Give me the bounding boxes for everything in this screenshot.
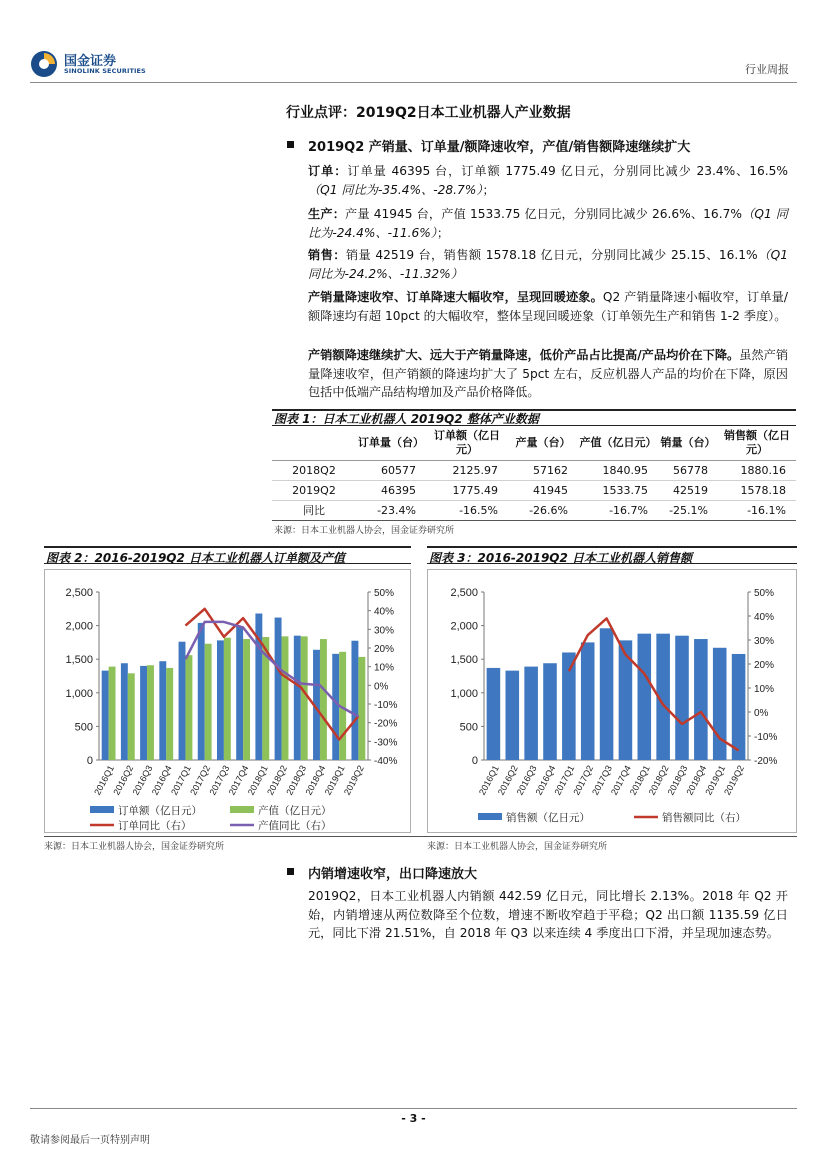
x-tick-label: 2018Q2 bbox=[646, 763, 671, 797]
y-tick-label-right: 30% bbox=[374, 625, 395, 637]
chart3-title-bar bbox=[427, 546, 797, 564]
chart-bar bbox=[487, 668, 501, 760]
sales-q1: （Q1 同比为-24.2%、-11.32%） bbox=[308, 248, 788, 281]
chart-bar bbox=[637, 634, 651, 760]
table-row bbox=[272, 461, 796, 481]
legend-swatch bbox=[230, 806, 254, 813]
orders-text: 订单量 46395 台，订单额 1775.49 亿日元，分别同比减少 23.4%、16.5% bbox=[347, 164, 788, 178]
report-type: 行业周报 bbox=[745, 63, 789, 76]
y-tick-label-right: -10% bbox=[374, 700, 398, 711]
y-tick-label-right: 30% bbox=[754, 636, 775, 647]
y-tick-label-right: -30% bbox=[374, 737, 398, 749]
table-header-cell: 订单量（台） bbox=[356, 427, 426, 461]
x-tick-label: 2017Q4 bbox=[226, 763, 251, 797]
x-tick-label: 2018Q3 bbox=[284, 763, 309, 797]
industry-data-table bbox=[272, 427, 796, 521]
y-tick-label-left: 1,500 bbox=[450, 654, 478, 667]
y-tick-label-right: -20% bbox=[754, 756, 778, 767]
table-cell: 2125.97 bbox=[426, 461, 508, 481]
chart-bar bbox=[121, 663, 128, 760]
x-tick-label: 2019Q2 bbox=[341, 763, 366, 797]
table-cell: -16.7% bbox=[578, 501, 658, 521]
production-label: 生产： bbox=[308, 207, 346, 221]
production-text: 产量 41945 台，产值 1533.75 亿日元，分别同比减少 26.6%、16.7% bbox=[345, 207, 742, 221]
chart-bar bbox=[600, 628, 614, 760]
table-cell: 1840.95 bbox=[578, 461, 658, 481]
production-tail: ； bbox=[436, 225, 450, 240]
table-header-cell: 销量（台） bbox=[658, 427, 718, 461]
chart-bar bbox=[732, 654, 746, 760]
table-cell: 46395 bbox=[356, 481, 426, 501]
chart-bar bbox=[185, 655, 192, 760]
sales-label: 销售： bbox=[308, 248, 346, 262]
y-tick-label-right: 40% bbox=[754, 612, 775, 623]
chart-bar bbox=[524, 667, 538, 760]
analysis-1-bold: 产销量降速收窄、订单降速大幅收窄，呈现回暖迹象。 bbox=[308, 290, 603, 304]
chart2-title: 图表 2：2016-2019Q2 日本工业机器人订单额及产值 bbox=[46, 551, 346, 565]
table-header-cell: 产值（亿日元） bbox=[578, 427, 658, 461]
chart-bar bbox=[543, 663, 557, 760]
chart-bar bbox=[166, 668, 173, 760]
legend-swatch bbox=[90, 806, 114, 813]
x-tick-label: 2018Q1 bbox=[627, 763, 652, 797]
logo-cn-text: 国金证券 bbox=[64, 54, 117, 69]
y-tick-label-right: 40% bbox=[374, 606, 395, 618]
chart-bar bbox=[694, 639, 708, 760]
table-cell: 2019Q2 bbox=[272, 481, 356, 501]
table-cell: -26.6% bbox=[508, 501, 578, 521]
sales-text: 销量 42519 台，销售额 1578.18 亿日元，分别同比减少 25.15、16.1% bbox=[345, 248, 758, 262]
y-tick-label-left: 2,500 bbox=[65, 587, 93, 599]
chart-bar bbox=[581, 642, 595, 760]
x-tick-label: 2017Q2 bbox=[188, 763, 213, 797]
y-tick-label-right: 20% bbox=[754, 660, 775, 671]
x-tick-label: 2017Q4 bbox=[608, 763, 633, 797]
chart3-title: 图表 3：2016-2019Q2 日本工业机器人销售额 bbox=[429, 551, 693, 565]
y-tick-label-right: 10% bbox=[374, 662, 395, 674]
y-tick-label-right: -10% bbox=[754, 732, 778, 743]
table-cell: 2018Q2 bbox=[272, 461, 356, 481]
chart-bar bbox=[320, 639, 327, 760]
x-tick-label: 2016Q3 bbox=[514, 763, 539, 797]
y-tick-label-left: 2,000 bbox=[450, 620, 478, 633]
x-tick-label: 2016Q1 bbox=[476, 763, 501, 797]
footer-divider bbox=[30, 1108, 797, 1109]
y-tick-label-left: 2,000 bbox=[65, 620, 93, 633]
chart-bar bbox=[205, 644, 212, 760]
chart3-svg bbox=[428, 570, 798, 834]
x-tick-label: 2018Q4 bbox=[303, 763, 328, 797]
chart-bar bbox=[301, 636, 308, 760]
table-cell: 57162 bbox=[508, 461, 578, 481]
chart-bar bbox=[179, 642, 186, 760]
table-cell: 60577 bbox=[356, 461, 426, 481]
y-tick-label-left: 500 bbox=[459, 721, 478, 734]
x-tick-label: 2016Q2 bbox=[495, 763, 520, 797]
chart-bar bbox=[109, 667, 116, 760]
chart2-svg bbox=[45, 570, 412, 834]
sales-chart bbox=[427, 569, 797, 833]
legend-label: 产值同比（右） bbox=[258, 820, 332, 832]
y-tick-label-left: 1,000 bbox=[65, 687, 93, 700]
chart3-source: 来源：日本工业机器人协会，国金证券研究所 bbox=[427, 842, 608, 852]
order-production-chart bbox=[44, 569, 411, 833]
x-tick-label: 2016Q2 bbox=[111, 763, 136, 797]
legend-label: 订单额（亿日元） bbox=[118, 805, 202, 817]
chart-bottom-rule bbox=[44, 836, 797, 837]
table-cell: 同比 bbox=[272, 501, 356, 521]
chart-bar bbox=[275, 618, 282, 760]
y-tick-label-right: 50% bbox=[754, 588, 775, 599]
orders-tail: ； bbox=[482, 182, 495, 197]
chart-bar bbox=[224, 638, 231, 760]
table-cell: 56778 bbox=[658, 461, 718, 481]
orders-paragraph bbox=[308, 162, 788, 199]
y-tick-label-left: 1,000 bbox=[450, 687, 478, 700]
legend-label: 销售额（亿日元） bbox=[506, 812, 590, 824]
x-tick-label: 2017Q1 bbox=[552, 763, 577, 797]
table-source: 来源：日本工业机器人协会，国金证券研究所 bbox=[274, 526, 455, 536]
table-cell: 1578.18 bbox=[718, 481, 796, 501]
chart-bar bbox=[159, 661, 166, 760]
table-header-cell: 销售额（亿日元） bbox=[718, 427, 796, 461]
table-header-cell: 订单额（亿日元） bbox=[426, 427, 508, 461]
legend-swatch bbox=[478, 813, 502, 820]
header-divider bbox=[30, 82, 797, 83]
x-tick-label: 2019Q2 bbox=[722, 763, 746, 797]
chart-bar bbox=[713, 648, 727, 760]
chart-bar bbox=[140, 666, 147, 760]
chart-bar bbox=[332, 654, 339, 760]
table-cell: 1880.16 bbox=[718, 461, 796, 481]
table-row bbox=[272, 481, 796, 501]
logo-emblem-icon bbox=[30, 50, 58, 78]
chart-bar bbox=[147, 665, 154, 760]
y-tick-label-left: 0 bbox=[86, 755, 93, 767]
table-cell: -16.1% bbox=[718, 501, 796, 521]
table-cell: 42519 bbox=[658, 481, 718, 501]
y-tick-label-left: 1,500 bbox=[65, 654, 93, 667]
x-tick-label: 2018Q3 bbox=[665, 763, 690, 797]
page-title: 行业点评：2019Q2日本工业机器人产业数据 bbox=[286, 105, 571, 121]
page-number: - 3 - bbox=[401, 1112, 426, 1125]
y-tick-label-right: 20% bbox=[374, 644, 395, 655]
x-tick-label: 2018Q4 bbox=[684, 763, 709, 797]
x-tick-label: 2019Q1 bbox=[322, 763, 347, 797]
table-cell: 41945 bbox=[508, 481, 578, 501]
analysis-1-text: Q2 产销量降速小幅收窄，订单量/额降速均有超 10pct 的大幅收窄，整体呈现回暖迹象（订单领先生产和销售 1-2 季度）。 bbox=[308, 290, 788, 323]
table-cell: -16.5% bbox=[426, 501, 508, 521]
section1-heading: 2019Q2 产销量、订单量/额降速收窄，产值/销售额降速继续扩大 bbox=[308, 140, 691, 155]
x-tick-label: 2018Q2 bbox=[265, 763, 289, 797]
chart-bar bbox=[198, 623, 205, 760]
analysis-2-text: 虽然产销量降速收窄，但产销额的降速均扩大了 5pct 左右，反应机器人产品的均价在下降，原因包括中低端产品结构增加及产品价格降低。 bbox=[308, 348, 789, 399]
logo-en-text: SINOLINK SECURITIES bbox=[64, 67, 146, 75]
table-title-rule bbox=[272, 425, 796, 426]
y-tick-label-left: 0 bbox=[471, 755, 478, 767]
table-cell: -25.1% bbox=[658, 501, 718, 521]
analysis-paragraph-2 bbox=[308, 346, 788, 402]
chart-bar bbox=[351, 641, 358, 760]
bullet-square-icon bbox=[287, 868, 294, 875]
x-tick-label: 2017Q3 bbox=[590, 763, 614, 797]
x-tick-label: 2016Q3 bbox=[130, 763, 155, 797]
orders-q1: （Q1 同比为-35.4%、-28.7%） bbox=[308, 182, 483, 197]
table-header-cell bbox=[272, 427, 356, 461]
y-tick-label-right: -20% bbox=[374, 718, 398, 730]
production-paragraph bbox=[308, 205, 788, 242]
company-logo bbox=[30, 46, 154, 82]
table-row bbox=[272, 501, 796, 521]
bullet-square-icon bbox=[287, 141, 294, 148]
analysis-paragraph-1 bbox=[308, 288, 788, 325]
chart-bar bbox=[294, 636, 301, 760]
legend-label: 产值（亿日元） bbox=[258, 805, 332, 817]
legend-label: 销售额同比（右） bbox=[662, 812, 746, 824]
chart-bar bbox=[217, 640, 224, 760]
chart-bar bbox=[505, 671, 519, 760]
x-tick-label: 2016Q1 bbox=[92, 763, 117, 797]
chart2-title-bar bbox=[44, 546, 411, 564]
table-cell: -23.4% bbox=[356, 501, 426, 521]
x-tick-label: 2017Q2 bbox=[571, 763, 596, 797]
production-q1: （Q1 同比为-24.4%、-11.6%） bbox=[308, 207, 788, 240]
table-header-row bbox=[272, 427, 796, 461]
chart2-source: 来源：日本工业机器人协会，国金证券研究所 bbox=[44, 842, 225, 852]
legend-label: 订单同比（右） bbox=[118, 820, 192, 832]
x-tick-label: 2017Q1 bbox=[169, 763, 193, 797]
y-tick-label-right: 0% bbox=[374, 681, 389, 693]
chart-bar bbox=[675, 636, 689, 760]
disclaimer-note: 敬请参阅最后一页特别声明 bbox=[30, 1135, 150, 1146]
table-title: 图表 1：日本工业机器人 2019Q2 整体产业数据 bbox=[274, 412, 539, 426]
section2-heading: 内销增速收窄，出口降速放大 bbox=[308, 867, 478, 882]
table-cell: 1533.75 bbox=[578, 481, 658, 501]
chart-bar bbox=[282, 636, 289, 760]
x-tick-label: 2016Q4 bbox=[533, 763, 558, 797]
sales-paragraph bbox=[308, 246, 788, 283]
chart-bar bbox=[128, 673, 135, 760]
chart-bar bbox=[236, 626, 243, 760]
x-tick-label: 2017Q3 bbox=[207, 763, 232, 797]
x-tick-label: 2018Q1 bbox=[245, 763, 270, 797]
y-tick-label-right: 50% bbox=[374, 588, 395, 599]
chart-bar bbox=[243, 639, 250, 760]
y-tick-label-right: -40% bbox=[374, 756, 398, 767]
orders-label: 订单： bbox=[308, 164, 348, 178]
x-tick-label: 2016Q4 bbox=[149, 763, 174, 797]
chart-bar bbox=[358, 657, 365, 760]
y-tick-label-right: 10% bbox=[754, 684, 775, 695]
y-tick-label-left: 500 bbox=[74, 721, 93, 734]
y-tick-label-left: 2,500 bbox=[450, 587, 478, 599]
section2-paragraph: 2019Q2，日本工业机器人内销额 442.59 亿日元，同比增长 2.13%。2018 年 Q2 开始，内销增速从两位数降至个位数，增速不断收窄趋于平稳；Q2 出口额 1135.59 亿日元，同比下滑 21.51%，自 2018 年 Q3 以来连续 4 季度出口下滑，并呈现加速态势。 bbox=[308, 889, 788, 940]
table-header-cell: 产量（台） bbox=[508, 427, 578, 461]
analysis-2-bold: 产销额降速继续扩大、远大于产销量降速，低价产品占比提高/产品均价在下降。 bbox=[308, 348, 740, 362]
chart-bar bbox=[102, 671, 109, 760]
y-tick-label-right: 0% bbox=[754, 708, 769, 719]
x-tick-label: 2019Q1 bbox=[703, 763, 728, 797]
table-cell: 1775.49 bbox=[426, 481, 508, 501]
